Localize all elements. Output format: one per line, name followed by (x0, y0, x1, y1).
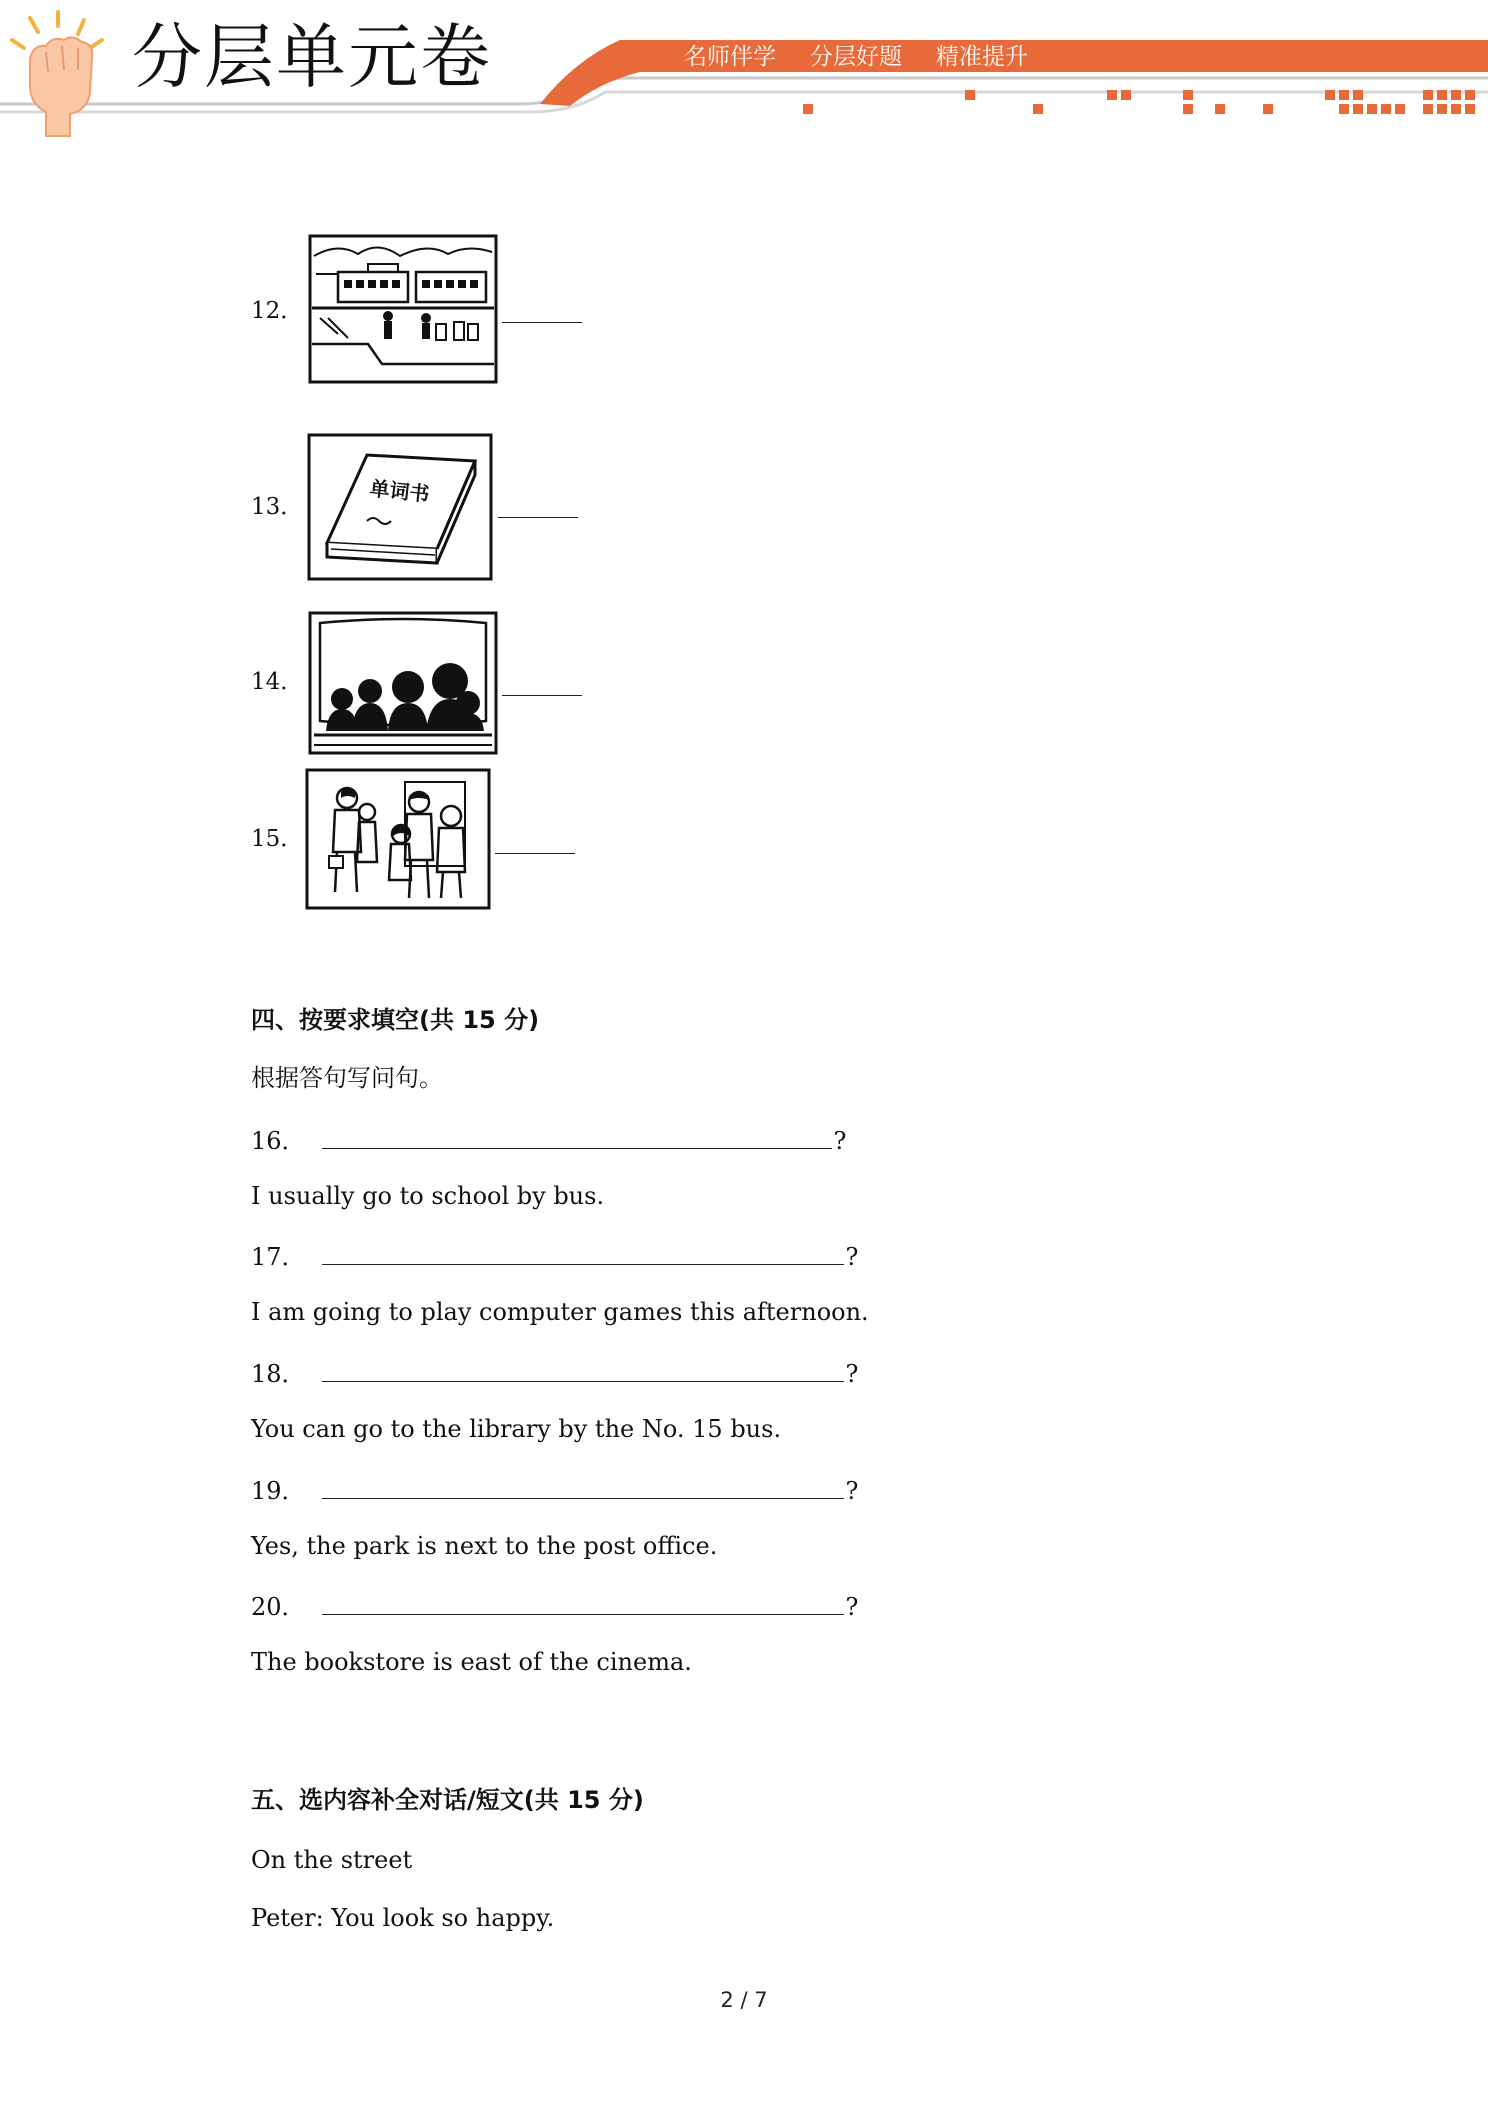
section-5-title: 五、选内容补全对话/短文(共 15 分) (251, 1786, 644, 1814)
answer-line[interactable] (322, 1476, 844, 1499)
question-number: 19． (251, 1477, 306, 1505)
picture-question-14 (251, 611, 591, 755)
question-19 (251, 1476, 858, 1503)
answer-sentence-20: The bookstore is east of the cinema. (251, 1648, 692, 1676)
picture-question-15 (251, 768, 591, 910)
page-indicator: 2 / 7 (720, 1988, 768, 2012)
dialogue-setting: On the street (251, 1846, 413, 1874)
question-mark: ? (833, 1127, 847, 1155)
answer-line[interactable] (322, 1126, 832, 1149)
section-4-title: 四、按要求填空(共 15 分) (251, 1006, 540, 1034)
question-18 (251, 1359, 858, 1386)
question-number: 20． (251, 1593, 306, 1621)
picture-question-12 (251, 234, 591, 384)
brand-title: 分层单元卷 (132, 16, 492, 98)
question-mark: ? (845, 1477, 859, 1505)
slogan-1: 名师伴学 (684, 44, 776, 70)
answer-line[interactable] (322, 1242, 844, 1265)
book-cover-label: 单词书 (368, 476, 431, 507)
family-group-icon (305, 768, 491, 910)
answer-sentence-17: I am going to play computer games this afternoon. (251, 1298, 869, 1326)
answer-sentence-16: I usually go to school by bus. (251, 1182, 605, 1210)
slogan-3: 精准提升 (936, 44, 1028, 70)
question-number: 17． (251, 1243, 306, 1271)
answer-blank[interactable] (498, 517, 578, 518)
question-mark: ? (845, 1360, 859, 1388)
answer-blank[interactable] (502, 322, 582, 323)
answer-line[interactable] (322, 1359, 844, 1382)
question-number: 13． (251, 494, 304, 520)
section-4-instruction: 根据答句写问句。 (251, 1064, 443, 1092)
question-mark: ? (845, 1243, 859, 1271)
page-header (0, 0, 1488, 150)
question-20 (251, 1592, 858, 1619)
dialogue-line-peter: Peter: You look so happy. (251, 1904, 555, 1932)
answer-line[interactable] (322, 1592, 844, 1615)
question-16 (251, 1126, 846, 1153)
answer-blank[interactable] (495, 853, 575, 854)
dictionary-book-icon (307, 433, 493, 581)
question-17 (251, 1242, 858, 1269)
question-number: 15． (251, 826, 304, 852)
cinema-audience-icon (308, 611, 498, 755)
answer-sentence-18: You can go to the library by the No. 15 bus. (251, 1415, 782, 1443)
answer-blank[interactable] (502, 695, 582, 696)
fist-logo-icon (12, 12, 102, 136)
answer-sentence-19: Yes, the park is next to the post office. (251, 1532, 718, 1560)
question-mark: ? (845, 1593, 859, 1621)
train-station-icon (308, 234, 498, 384)
question-number: 14． (251, 669, 304, 695)
slogan-2: 分层好题 (810, 44, 902, 70)
question-number: 12． (251, 298, 304, 324)
question-number: 18． (251, 1360, 306, 1388)
picture-question-13 (251, 433, 591, 581)
question-number: 16． (251, 1127, 306, 1155)
